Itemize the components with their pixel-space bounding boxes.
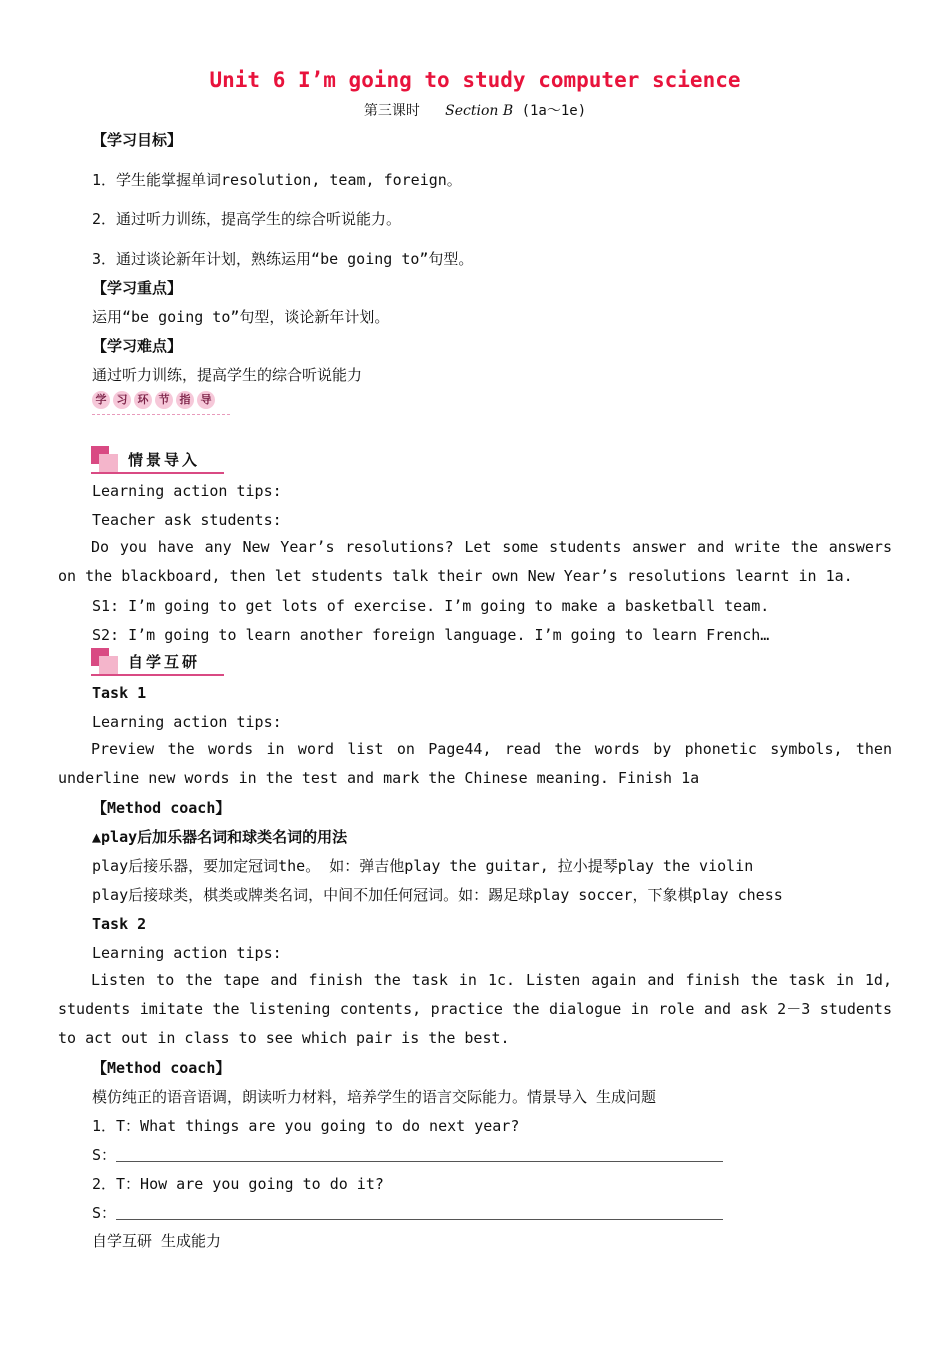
intro-paragraph bbox=[58, 533, 892, 591]
goal-item: 3．通过谈论新年计划，熟练运用“be going to”句型。 bbox=[92, 250, 474, 268]
task-title: Task 2 bbox=[92, 915, 147, 933]
teacher-ask: Teacher ask students: bbox=[92, 511, 282, 529]
banner-char: 学 bbox=[92, 391, 110, 409]
section-label: 自学互研 bbox=[128, 653, 201, 671]
key-points-text: 运用“be going to”句型，谈论新年计划。 bbox=[92, 308, 390, 326]
task1-paragraph bbox=[58, 735, 892, 793]
task1-paragraph-text: Preview the words in word list on Page44, read the words by phonetic symbols, then underline new words in the test and mark the Chinese meaning. Finish 1a bbox=[58, 740, 892, 787]
section-marker-icon bbox=[99, 656, 118, 674]
study-guide-banner bbox=[92, 388, 230, 415]
question: 2．T：How are you going to do it? bbox=[92, 1175, 384, 1193]
method-advice: 模仿纯正的语音语调，朗读听力材料，培养学生的语言交际能力。情景导入 生成问题 bbox=[92, 1088, 657, 1106]
student-response: S1: I’m going to get lots of exercise. I’m going to make a basketball team. bbox=[92, 597, 770, 615]
tips-label: Learning action tips: bbox=[92, 482, 282, 500]
banner-char: 节 bbox=[155, 391, 173, 409]
section-name: Section B bbox=[445, 103, 514, 119]
section-range: (1a～1e) bbox=[521, 103, 587, 119]
task2-paragraph bbox=[58, 966, 892, 1053]
banner-char: 指 bbox=[176, 391, 194, 409]
student-response: S2: I’m going to learn another foreign language. I’m going to learn French… bbox=[92, 626, 770, 644]
task-title: Task 1 bbox=[92, 684, 147, 702]
banner-char: 导 bbox=[197, 391, 215, 409]
goals-heading: 【学习目标】 bbox=[92, 131, 183, 149]
section-label: 情景导入 bbox=[128, 451, 201, 469]
task2-paragraph-text: Listen to the tape and finish the task in 1c. Listen again and finish the task in 1d, students imitate the listening contents, practice the dialogue in role and ask 2－3 students to act out in class to see which pair is the best. bbox=[58, 971, 892, 1047]
banner-char: 环 bbox=[134, 391, 152, 409]
section-header-self-study bbox=[91, 648, 224, 676]
tips-label: Learning action tips: bbox=[92, 713, 282, 731]
answer-blank-line[interactable] bbox=[116, 1161, 723, 1162]
section-footer: 自学互研 生成能力 bbox=[92, 1232, 222, 1250]
lesson-subtitle bbox=[0, 100, 950, 120]
section-header-intro bbox=[91, 446, 224, 474]
grammar-example: play后接乐器，要加定冠词the。 如：弹吉他play the guitar, 拉小提琴play the violin bbox=[92, 857, 754, 875]
intro-paragraph-text: Do you have any New Year’s resolutions? Let some students answer and write the answers on the blackboard, then let students talk their own New Year’s resolutions learnt in 1a. bbox=[58, 538, 892, 585]
difficulties-text: 通过听力训练，提高学生的综合听说能力 bbox=[92, 366, 363, 384]
method-coach-heading: 【Method coach】 bbox=[92, 799, 231, 817]
answer-label: S： bbox=[92, 1204, 117, 1222]
document-title: Unit 6 I’m going to study computer science bbox=[209, 68, 741, 92]
difficulties-heading: 【学习难点】 bbox=[92, 337, 183, 355]
goal-item: 1．学生能掌握单词resolution, team, foreign。 bbox=[92, 171, 462, 189]
key-points-heading: 【学习重点】 bbox=[92, 279, 183, 297]
section-marker-icon bbox=[99, 454, 118, 472]
grammar-example: play后接球类，棋类或牌类名词，中间不加任何冠词。如：踢足球play soccer，下象棋play chess bbox=[92, 886, 783, 904]
grammar-rule: ▲play后加乐器名词和球类名词的用法 bbox=[92, 828, 348, 846]
question: 1．T：What things are you going to do next year? bbox=[92, 1117, 520, 1135]
method-coach-heading: 【Method coach】 bbox=[92, 1059, 231, 1077]
goal-item: 2．通过听力训练，提高学生的综合听说能力。 bbox=[92, 210, 402, 228]
tips-label: Learning action tips: bbox=[92, 944, 282, 962]
lesson-number: 第三课时 bbox=[363, 103, 420, 119]
banner-char: 习 bbox=[113, 391, 131, 409]
answer-label: S： bbox=[92, 1146, 117, 1164]
answer-blank-line[interactable] bbox=[116, 1219, 723, 1220]
